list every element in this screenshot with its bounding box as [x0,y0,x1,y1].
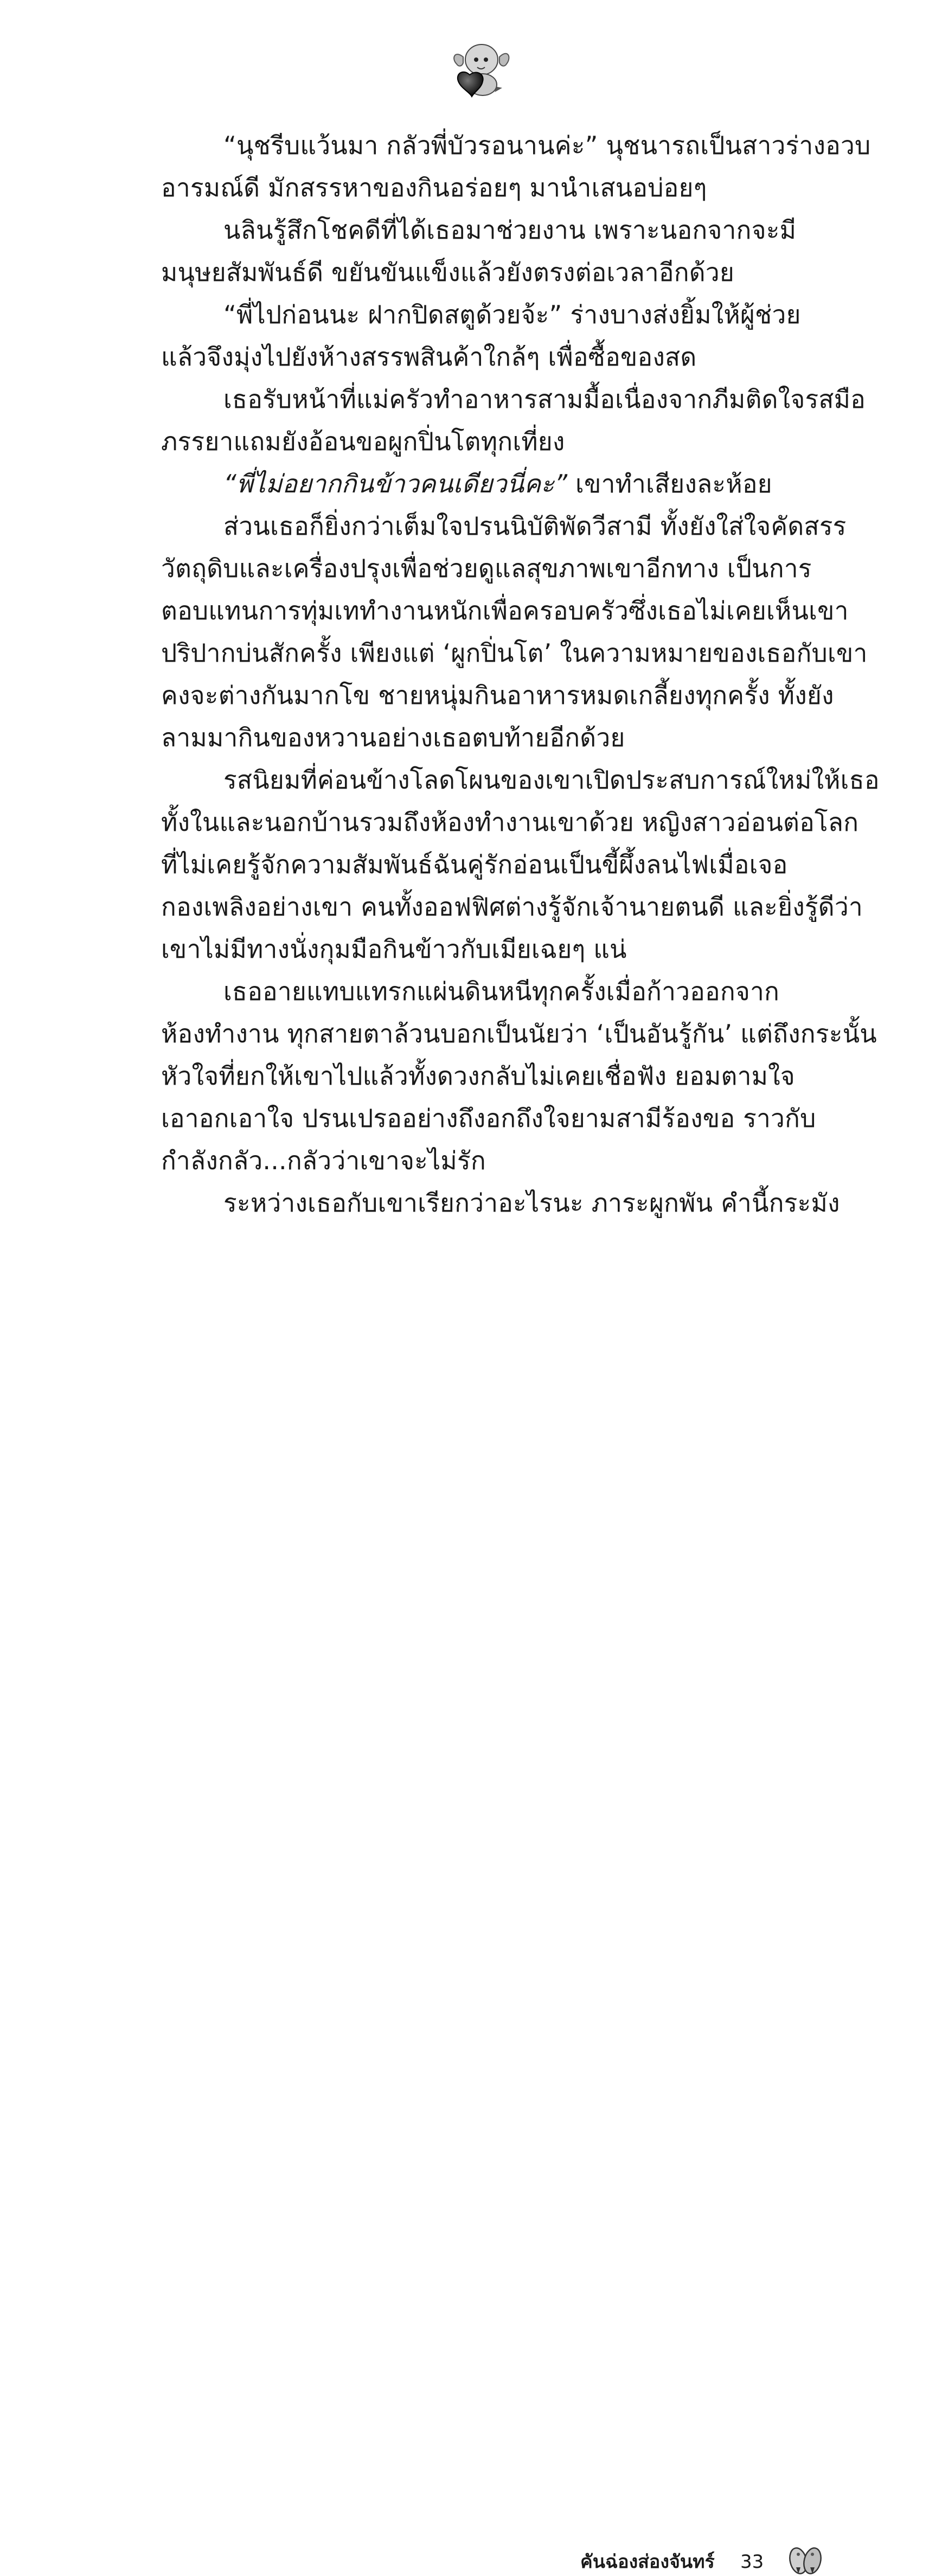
text-line: หัวใจที่ยกให้เขาไปแล้วทั้งดวงกลับไม่เคยเชื่อฟัง ยอมตามใจ [161,1061,795,1091]
italic-dialogue: “พี่ไม่อยากกินข้าวคนเดียวนี่คะ” [223,469,568,498]
text-line: ที่ไม่เคยรู้จักความสัมพันธ์ฉันคู่รักอ่อนเป็นขี้ผึ้งลนไฟเมื่อเจอ [161,850,788,879]
shoes-icon [786,2542,824,2576]
text-line: “พี่ไปก่อนนะ ฝากปิดสตูด้วยจ้ะ” ร่างบางส่งยิ้มให้ผู้ช่วย [223,300,801,329]
text-line: วัตถุดิบและเครื่องปรุงเพื่อช่วยดูแลสุขภาพเขาอีกทาง เป็นการ [161,554,812,583]
text-line: ห้องทำงาน ทุกสายตาล้วนบอกเป็นนัยว่า ‘เป็นอันรู้กัน’ แต่ถึงกระนั้น [161,1019,877,1048]
page-footer [0,1269,929,2573]
text-line: มนุษยสัมพันธ์ดี ขยันขันแข็งแล้วยังตรงต่อเวลาอีกด้วย [161,258,734,287]
text-line: เอาอกเอาใจ ปรนเปรออย่างถึงอกถึงใจยามสามีร้องขอ ราวกับ [161,1104,816,1133]
text-line: เธอรับหน้าที่แม่ครัวทำอาหารสามมื้อเนื่องจากภีมติดใจรสมือ [223,385,866,414]
dialogue-tag: เขาทำเสียงละห้อย [567,469,772,498]
text-line: ปริปากบ่นสักครั้ง เพียงแต่ ‘ผูกปิ่นโต’ ในความหมายของเธอกับเขา [161,638,868,668]
page-number: 33 [740,2551,764,2573]
text-line: แล้วจึงมุ่งไปยังห้างสรรพสินค้าใกล้ๆ เพื่อซื้อของสด [161,342,697,371]
text-line: ภรรยาแถมยังอ้อนขอผูกปิ่นโตทุกเที่ยง [161,427,565,456]
text-line: นลินรู้สึกโชคดีที่ได้เธอมาช่วยงาน เพราะนอกจากจะมี [223,215,797,245]
book-title: คันฉ่องส่องจันทร์ [580,2551,715,2573]
text-line: อารมณ์ดี มักสรรหาของกินอร่อยๆ มานำเสนอบ่อยๆ [161,173,707,202]
text-line: รสนิยมที่ค่อนข้างโลดโผนของเขาเปิดประสบการณ์ใหม่ให้เธอ [223,765,880,794]
text-line: กองเพลิงอย่างเขา คนทั้งออฟฟิศต่างรู้จักเจ้านายตนดี และยิ่งรู้ดีว่า [161,892,863,921]
text-line: ส่วนเธอก็ยิ่งกว่าเต็มใจปรนนิบัติพัดวีสามี ทั้งยังใส่ใจคัดสรร [223,511,847,541]
text-line: ระหว่างเธอกับเขาเรียกว่าอะไรนะ ภาระผูกพัน คำนี้กระมัง [223,1188,840,1217]
text-line: คงจะต่างกันมากโข ชายหนุ่มกินอาหารหมดเกลี้ยงทุกครั้ง ทั้งยัง [161,681,834,710]
text-line: กำลังกลัว...กลัวว่าเขาจะไม่รัก [161,1146,486,1175]
text-line: ทั้งในและนอกบ้านรวมถึงห้องทำงานเขาด้วย หญิงสาวอ่อนต่อโลก [161,808,859,837]
text-line: เธออายแทบแทรกแผ่นดินหนีทุกครั้งเมื่อก้าวออกจาก [223,977,780,1006]
text-line: เขาไม่มีทางนั่งกุมมือกินข้าวกับเมียเฉยๆ แน่ [161,934,627,964]
text-line: ลามมากินของหวานอย่างเธอตบท้ายอีกด้วย [161,723,625,752]
text-line: ตอบแทนการทุ่มเททำงานหนักเพื่อครอบครัวซึ่งเธอไม่เคยเห็นเขา [161,596,849,625]
text-line: “นุชรีบแว้นมา กลัวพี่บัวรอนานค่ะ” นุชนารถเป็นสาวร่างอวบ [223,131,871,160]
text-line [223,467,772,500]
body-text [0,0,929,1236]
